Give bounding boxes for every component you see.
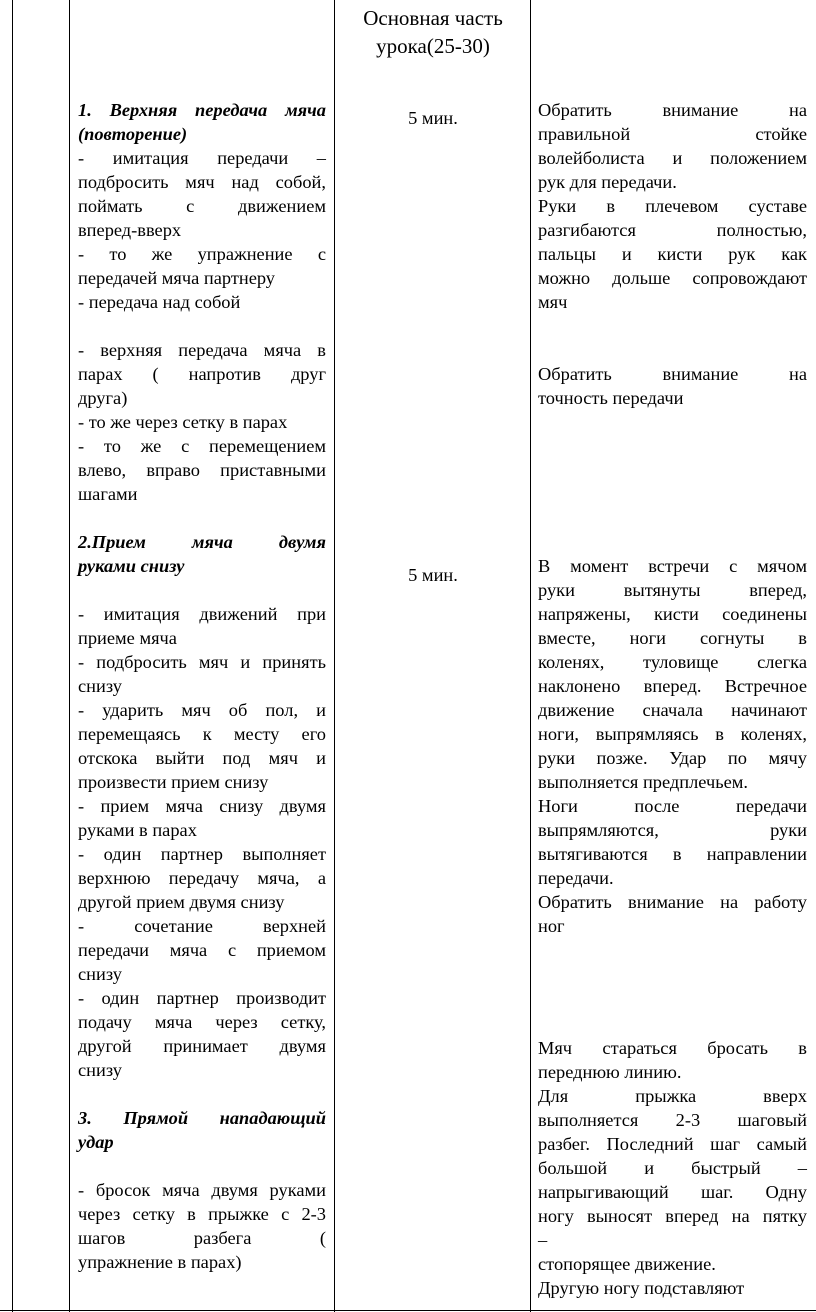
text-line: вперед-вверх — [78, 220, 182, 240]
text-line: ногу выносят вперед на пятку — [538, 1206, 807, 1226]
text-line: перемещаясь к месту его — [78, 724, 326, 744]
text-line: подбросить мяч над собой, — [78, 172, 326, 192]
text-line: движение сначала начинают — [538, 700, 807, 720]
column-divider-3 — [530, 0, 531, 1312]
text-line: Обратить внимание на — [538, 100, 807, 120]
text-line: верхнюю передачу мяча, а — [78, 868, 326, 888]
text-line: - подбросить мяч и принять — [78, 652, 326, 672]
text-line: - имитация движений при — [78, 604, 326, 624]
text-line: пальцы и кисти рук как — [538, 244, 807, 264]
note-3 — [538, 554, 807, 938]
text-line: Для прыжка вверх — [538, 1086, 807, 1106]
text-line: выпрямляются, руки — [538, 820, 807, 840]
text-line: шагов разбега ( — [78, 1228, 326, 1248]
text-line: напрыгивающий шаг. Одну — [538, 1182, 807, 1202]
text-line: - то же упражнение с — [78, 244, 326, 264]
text-line: коленях, туловище слегка — [538, 652, 807, 672]
note-2 — [538, 362, 807, 410]
text-line: Обратить внимание на работу — [538, 892, 807, 912]
text-line: Ноги после передачи — [538, 796, 807, 816]
column-divider-1 — [69, 0, 70, 1312]
text-line: вытягиваются в направлении — [538, 844, 807, 864]
text-line: передачей мяча партнеру — [78, 268, 276, 288]
text-line: В момент встречи с мячом — [538, 556, 807, 576]
text-line: снизу — [78, 1060, 122, 1080]
text-line: наклонено вперед. Встречное — [538, 676, 807, 696]
text-line: точность передачи — [538, 388, 684, 408]
exercise-2-lines — [78, 602, 326, 1082]
duration-1: 5 мин. — [408, 108, 458, 128]
text-line: рук для передачи. — [538, 172, 677, 192]
exercise-3-title: 3. Прямой нападающий — [78, 1108, 326, 1128]
text-line: - передача над собой — [78, 292, 241, 312]
section-title-line1: Основная часть — [363, 6, 503, 30]
text-line: разгибаются полностью, — [538, 220, 807, 240]
text-line: - имитация передачи – — [78, 148, 326, 168]
text-line: парах ( напротив друг — [78, 364, 326, 384]
section-header — [337, 4, 529, 60]
text-line: шагами — [78, 484, 138, 504]
text-line: Другую ногу подставляют — [538, 1278, 745, 1298]
note-1 — [538, 98, 807, 314]
text-line: Обратить внимание на — [538, 364, 807, 384]
text-line: передачи. — [538, 868, 614, 888]
text-line: руками в парах — [78, 820, 197, 840]
note-4 — [538, 1036, 807, 1300]
text-line: напряжены, кисти соединены — [538, 604, 807, 624]
text-line: – — [538, 1230, 548, 1250]
text-line: - один партнер производит — [78, 988, 326, 1008]
text-line: приеме мяча — [78, 628, 177, 648]
text-line: Мяч стараться бросать в — [538, 1038, 807, 1058]
text-line: другой принимает двумя — [78, 1036, 326, 1056]
text-line: - прием мяча снизу двумя — [78, 796, 326, 816]
text-line: подачу мяча через сетку, — [78, 1012, 326, 1032]
text-line: вместе, ноги согнуты в — [538, 628, 807, 648]
text-line: стопорящее движение. — [538, 1254, 716, 1274]
duration-2: 5 мин. — [408, 565, 458, 585]
text-line: другой прием двумя снизу — [78, 892, 285, 912]
text-line: правильной стойке — [538, 124, 807, 144]
exercise-1-title: 1. Верхняя передача мяча — [78, 100, 326, 120]
text-line: отскока выйти под мяч и — [78, 748, 326, 768]
text-line: волейболиста и положением — [538, 148, 807, 168]
text-line: снизу — [78, 676, 122, 696]
text-line: руки позже. Удар по мячу — [538, 748, 807, 768]
text-line: ног — [538, 916, 565, 936]
text-line: через сетку в прыжке с 2-3 — [78, 1204, 326, 1224]
table-border-bottom — [0, 1310, 816, 1311]
text-line: разбег. Последний шаг самый — [538, 1134, 807, 1154]
exercise-2-subtitle: руками снизу — [78, 556, 185, 576]
text-line: поймать с движением — [78, 196, 326, 216]
text-line: - один партнер выполняет — [78, 844, 326, 864]
text-line: мяч — [538, 292, 568, 312]
text-line: - то же с перемещением — [78, 436, 326, 456]
exercise-3-lines — [78, 1178, 326, 1274]
text-line: руки вытянуты вперед, — [538, 580, 807, 600]
text-line: - то же через сетку в парах — [78, 412, 288, 432]
text-line: снизу — [78, 964, 122, 984]
text-line: - бросок мяча двумя руками — [78, 1180, 326, 1200]
exercise-1-lines — [78, 146, 326, 506]
exercise-1-subtitle: (повторение) — [78, 124, 188, 144]
column-divider-2 — [334, 0, 335, 1312]
text-line: передачи мяча с приемом — [78, 940, 326, 960]
exercise-2-title: 2.Прием мяча двумя — [78, 532, 326, 552]
text-line: произвести прием снизу — [78, 772, 269, 792]
text-line: выполняется 2-3 шаговый — [538, 1110, 807, 1130]
text-line: большой и быстрый – — [538, 1158, 807, 1178]
table-border-left — [12, 0, 13, 1312]
text-line: выполняется предплечьем. — [538, 772, 749, 792]
exercises-column — [78, 98, 326, 1274]
text-line — [78, 314, 326, 338]
exercise-3-subtitle: удар — [78, 1132, 114, 1152]
text-line: ноги, выпрямляясь в коленях, — [538, 724, 807, 744]
text-line: - сочетание верхней — [78, 916, 326, 936]
text-line: - верхняя передача мяча в — [78, 340, 326, 360]
text-line: переднюю линию. — [538, 1062, 682, 1082]
text-line: влево, вправо приставными — [78, 460, 326, 480]
text-line: можно дольше сопровождают — [538, 268, 807, 288]
text-line: - ударить мяч об пол, и — [78, 700, 326, 720]
text-line: Руки в плечевом суставе — [538, 196, 807, 216]
section-title-line2: урока(25-30) — [376, 34, 490, 58]
text-line: друга) — [78, 388, 128, 408]
text-line: упражнение в парах) — [78, 1252, 242, 1272]
